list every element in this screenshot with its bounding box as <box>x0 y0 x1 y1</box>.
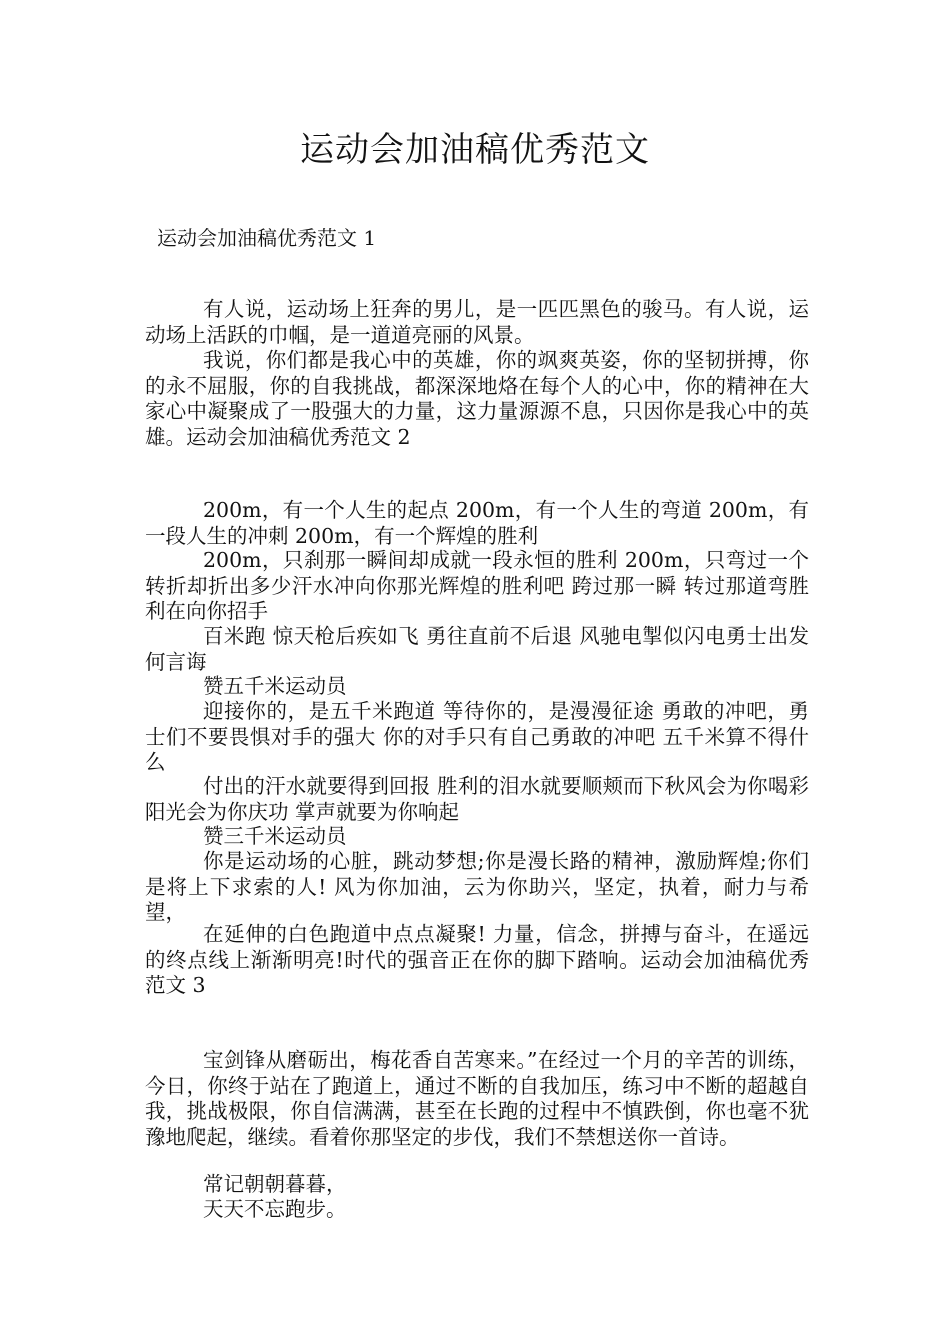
paragraph: 赞三千米运动员 <box>203 824 347 848</box>
paragraph: 赞五千米运动员 <box>203 674 347 698</box>
paragraph: 我说，你们都是我心中的英雄，你的飒爽英姿，你的坚韧拼搏，你的永不屈服，你的自我挑战，都深深地烙在每个人的心中，你的精神在大家心中凝聚成了一股强大的力量，这力量源源不息，只因你是我心中的英雄。运动会加油稿优秀范文 2 <box>145 348 809 449</box>
paragraph: 付出的汗水就要得到回报 胜利的泪水就要顺颊而下秋风会为你喝彩阳光会为你庆功 掌声就要为你响起 <box>145 774 809 824</box>
paragraph: 百米跑 惊天枪后疾如飞 勇往直前不后退 风驰电掣似闪电勇士出发何言诲 <box>145 624 809 674</box>
paragraph: 迎接你的，是五千米跑道 等待你的，是漫漫征途 勇敢的冲吧，勇士们不要畏惧对手的强大 你的对手只有自己勇敢的冲吧 五千米算不得什么 <box>145 699 809 774</box>
paragraph: 天天不忘跑步。 <box>203 1197 347 1221</box>
paragraph: 你是运动场的心脏，跳动梦想;你是漫长路的精神，激励辉煌;你们是将上下求索的人! 风为你加油，云为你助兴，坚定，执着，耐力与希望， <box>145 849 809 924</box>
document-title: 运动会加油稿优秀范文 <box>300 130 650 170</box>
paragraph: 200m，只刹那一瞬间却成就一段永恒的胜利 200m，只弯过一个转折却折出多少汗水冲向你那光辉煌的胜利吧 跨过那一瞬 转过那道弯胜利在向你招手 <box>145 548 809 623</box>
paragraph: 在延伸的白色跑道中点点凝聚! 力量，信念，拼搏与奋斗，在遥远的终点线上渐渐明亮!时代的强音正在你的脚下踏响。运动会加油稿优秀范文 3 <box>145 922 809 997</box>
paragraph: 有人说，运动场上狂奔的男儿，是一匹匹黑色的骏马。有人说，运动场上活跃的巾帼，是一道道亮丽的风景。 <box>145 297 809 347</box>
paragraph: 宝剑锋从磨砺出，梅花香自苦寒来。”在经过一个月的辛苦的训练，今日，你终于站在了跑道上，通过不断的自我加压，练习中不断的超越自我，挑战极限，你自信满满，甚至在长跑的过程中不慎跌倒，你也毫不犹豫地爬起，继续。看着你那坚定的步伐，我们不禁想送你一首诗。 <box>145 1048 809 1149</box>
paragraph: 常记朝朝暮暮， <box>203 1172 347 1196</box>
section-heading-1: 运动会加油稿优秀范文 1 <box>157 226 377 250</box>
paragraph: 200m，有一个人生的起点 200m，有一个人生的弯道 200m，有一段人生的冲刺 200m，有一个辉煌的胜利 <box>145 498 809 548</box>
